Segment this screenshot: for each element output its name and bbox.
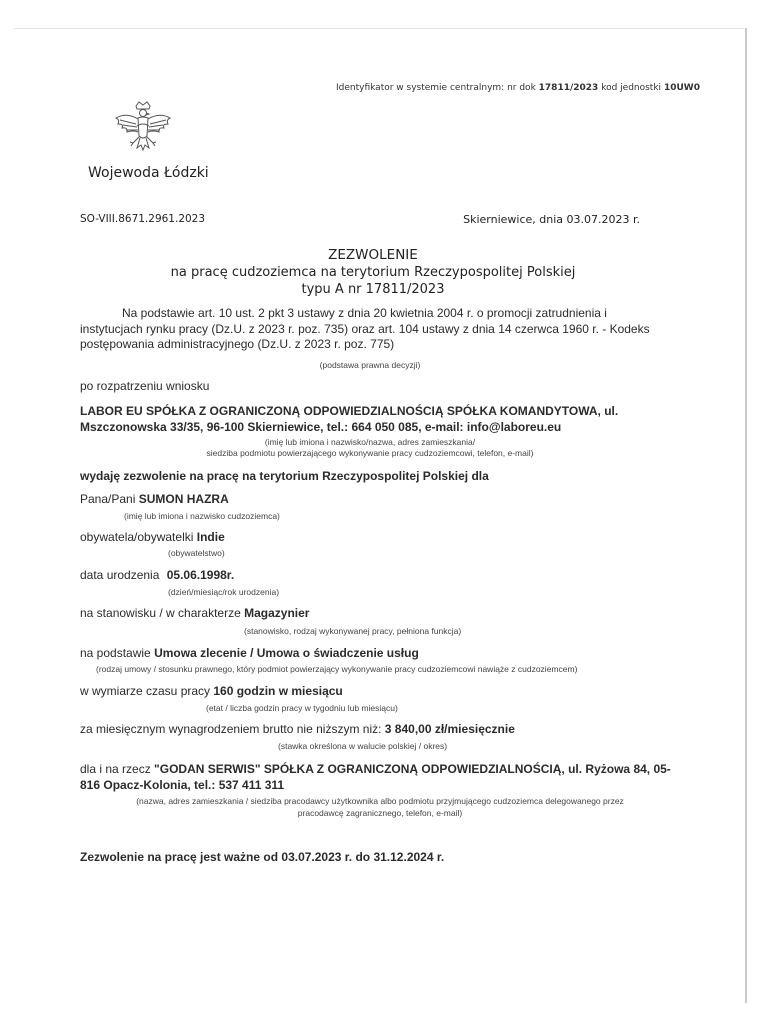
title-line-1: ZEZWOLENIE <box>328 247 418 263</box>
page-right-edge <box>745 28 747 1003</box>
foreigner-name-label: Pana/Pani <box>80 492 136 506</box>
salary-note: (stawka określona w walucie polskiej / okres) <box>278 741 448 751</box>
applicant-note-1: (imię lub imiona i nazwisko/nazwa, adres zamieszkania/ <box>264 437 476 447</box>
foreigner-name-row <box>80 492 229 506</box>
user-entity-label: dla i na rzecz <box>80 762 151 776</box>
case-reference-number: SO-VIII.8671.2961.2023 <box>80 213 206 225</box>
polish-eagle-emblem-icon <box>110 100 176 160</box>
birth-date-note: (dzień/miesiąc/rok urodzenia) <box>168 587 280 597</box>
issuing-authority: Wojewoda Łódzki <box>88 165 209 181</box>
contract-value: Umowa zlecenie / Umowa o świadczenie usług <box>154 646 419 660</box>
hours-value: 160 godzin w miesiącu <box>213 684 343 698</box>
position-note: (stanowisko, rodzaj wykonywanej pracy, pełniona funkcja) <box>244 626 462 636</box>
identifier-unit-label: kod jednostki <box>601 83 662 93</box>
identifier-doc-number: 17811/2023 <box>538 83 599 93</box>
citizenship-value: Indie <box>196 530 225 544</box>
hours-note: (etat / liczba godzin pracy w tygodniu lub miesiącu) <box>206 703 398 713</box>
title-line-2: na pracę cudzoziemca na terytorium Rzeczypospolitej Polskiej <box>170 265 576 280</box>
validity-statement: Zezwolenie na pracę jest ważne od 03.07.2023 r. do 31.12.2024 r. <box>80 850 445 864</box>
position-value: Magazynier <box>244 606 310 620</box>
foreigner-name: SUMON HAZRA <box>138 492 229 506</box>
place-and-date: Skierniewice, dnia 03.07.2023 r. <box>463 213 640 226</box>
citizenship-row <box>80 530 225 544</box>
application-intro: po rozpatrzeniu wniosku <box>80 379 210 393</box>
salary-row <box>80 722 515 736</box>
document-title <box>80 247 666 298</box>
hours-row <box>80 684 343 698</box>
position-label: na stanowisku / w charakterze <box>80 606 241 620</box>
legal-basis-note: (podstawa prawna decyzji) <box>319 360 421 370</box>
position-row <box>80 606 309 620</box>
identifier-prefix: Identyfikator w systemie centralnym: nr dok <box>336 83 536 93</box>
user-entity-note-2: pracodawcę zagranicznego, telefon, e-mail) <box>297 808 463 818</box>
birth-date-value: 05.06.1998r. <box>166 568 235 582</box>
applicant-entity: LABOR EU SPÓŁKA Z OGRANICZONĄ ODPOWIEDZIALNOŚCIĄ SPÓŁKA KOMANDYTOWA, ul. Mszczonowska 33/35, 96-100 Skierniewice, tel.: 664 050 085, e-mail: info@laboreu.eu <box>80 404 619 434</box>
legal-basis-text: Na podstawie art. 10 ust. 2 pkt 3 ustawy z dnia 20 kwietnia 2004 r. o promocji zatrudnienia i instytucjach rynku pracy (Dz.U. z 2023 r. poz. 735) oraz art. 104 ustawy z dnia 14 czerwca 1960 r. - Kodeks postępowania administracyjnego (Dz.U. z 2023 r. poz. 775) <box>80 306 650 351</box>
birth-date-row <box>80 568 234 582</box>
title-line-3: typu A nr 17811/2023 <box>301 282 445 297</box>
page-top-edge <box>14 28 744 29</box>
citizenship-note: (obywatelstwo) <box>168 548 225 558</box>
contract-note: (rodzaj umowy / stosunku prawnego, który podmiot powierzający wykonywanie pracy cudzoziemcowi nawiąże z cudzoziemcem) <box>96 664 578 674</box>
hours-label: w wymiarze czasu pracy <box>80 684 211 698</box>
contract-label: na podstawie <box>80 646 151 660</box>
decision-statement: wydaję zezwolenie na pracę na terytorium Rzeczypospolitej Polskiej dla <box>80 469 489 483</box>
foreigner-name-note: (imię lub imiona i nazwisko cudzoziemca) <box>124 511 280 521</box>
user-entity-note-1: (nazwa, adres zamieszkania / siedziba pracodawcy użytkownika albo podmiotu przyjmującego cudzoziemca delegowanego przez <box>136 796 624 806</box>
citizenship-label: obywatela/obywatelki <box>80 530 194 544</box>
salary-value: 3 840,00 zł/miesięcznie <box>384 722 515 736</box>
user-entity-value: "GODAN SERWIS" SPÓŁKA Z OGRANICZONĄ ODPOWIEDZIALNOŚCIĄ, ul. Ryżowa 84, 05-816 Opacz-Kolonia, tel.: 537 411 311 <box>80 762 671 792</box>
identifier-unit-code: 10UW0 <box>663 83 700 93</box>
central-system-identifier <box>336 83 700 93</box>
contract-row <box>80 646 419 660</box>
applicant-note-2: siedziba podmiotu powierzającego wykonywanie pracy cudzoziemcowi, telefon, e-mail) <box>206 448 534 458</box>
user-entity-paragraph <box>80 762 680 793</box>
birth-date-label: data urodzenia <box>80 568 160 582</box>
salary-label: za miesięcznym wynagrodzeniem brutto nie niższym niż: <box>80 722 382 736</box>
